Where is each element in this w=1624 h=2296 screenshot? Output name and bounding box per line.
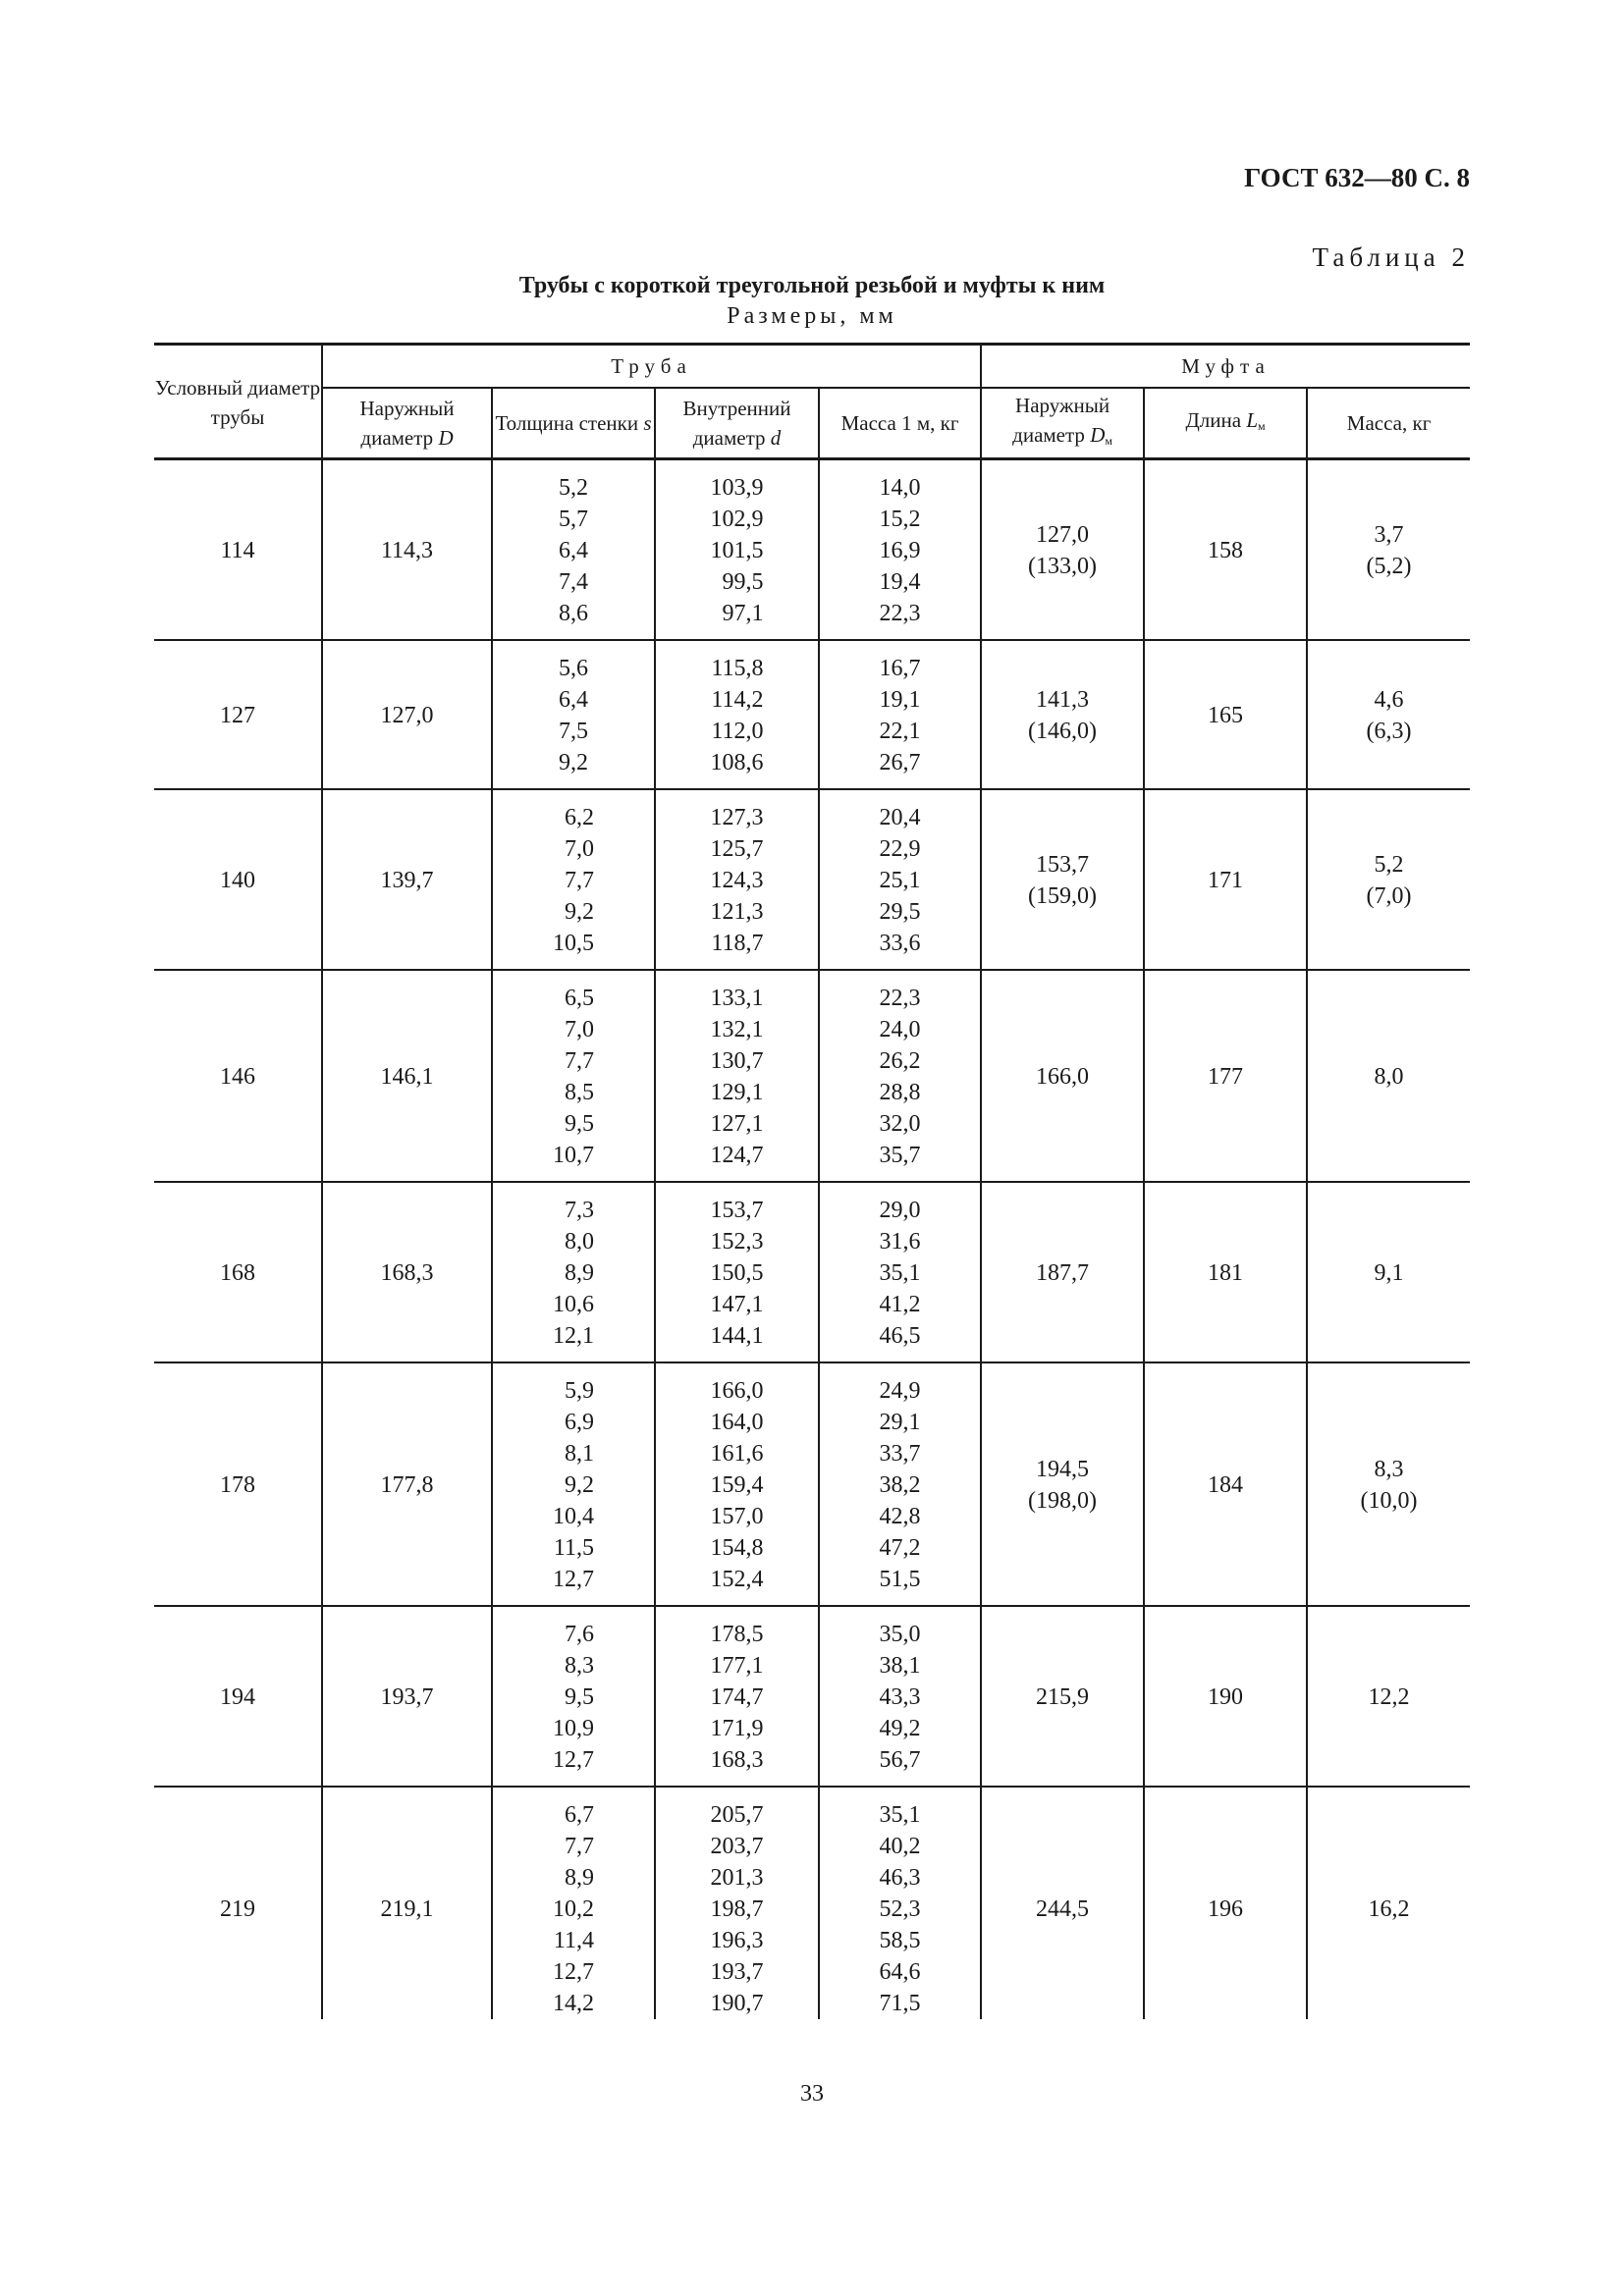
inner-diameter-cell-value: 133,1 — [710, 986, 764, 1011]
inner-diameter-cell-value: 154,8 — [710, 1535, 764, 1561]
coupling-mass-cell-value: 3,7 — [1374, 522, 1404, 548]
pipe-mass-cell-value: 46,3 — [879, 1865, 921, 1891]
wall-thickness-cell-value: 7,3 — [565, 1198, 594, 1223]
wall-thickness-cell-value: 7,7 — [565, 1048, 594, 1074]
pipe-mass-cell-value: 58,5 — [879, 1928, 921, 1953]
inner-diameter-cell-value: 125,7 — [710, 836, 764, 862]
coupling-outer-diameter-cell — [981, 1606, 1144, 1787]
inner-diameter-cell-value: 205,7 — [710, 1802, 764, 1828]
pipe-mass-cell-value: 14,0 — [879, 475, 921, 501]
coupling-mass-cell — [1307, 1362, 1470, 1606]
coupling-mass-cell-value: (7,0) — [1366, 883, 1412, 909]
coupling-outer-diameter-cell — [981, 789, 1144, 970]
wall-thickness-cell-value: 7,0 — [565, 1017, 594, 1042]
wall-thickness-cell — [492, 1787, 655, 2019]
coupling-length-cell: 158 — [1144, 459, 1307, 641]
pipe-mass-cell-value: 29,5 — [879, 899, 921, 925]
pipe-mass-cell-value: 46,5 — [879, 1323, 921, 1349]
inner-diameter-cell — [655, 459, 819, 641]
inner-diameter-cell-value: 118,7 — [711, 931, 764, 956]
wall-thickness-cell-value: 10,5 — [553, 931, 594, 956]
inner-diameter-cell-value: 130,7 — [710, 1048, 764, 1074]
coupling-length-cell: 177 — [1144, 970, 1307, 1182]
inner-diameter-cell — [655, 1182, 819, 1362]
wall-thickness-cell-value: 8,3 — [565, 1653, 594, 1679]
inner-diameter-cell-value: 150,5 — [710, 1260, 764, 1286]
pipe-mass-cell — [819, 640, 981, 789]
pipe-mass-cell-value: 24,0 — [879, 1017, 921, 1042]
inner-diameter-cell-value: 127,3 — [710, 805, 764, 830]
header-pipe-mass: Масса 1 м, кг — [819, 388, 981, 459]
inner-diameter-cell — [655, 1362, 819, 1606]
inner-diameter-cell-value: 177,1 — [710, 1653, 764, 1679]
coupling-mass-cell — [1307, 1606, 1470, 1787]
nominal-diameter-cell: 114 — [154, 459, 322, 641]
nominal-diameter-cell: 127 — [154, 640, 322, 789]
inner-diameter-cell-value: 174,7 — [710, 1684, 764, 1710]
header-pipe-inner-diameter: Внутренний диаметр d — [655, 388, 819, 459]
pipe-mass-cell-value: 35,0 — [879, 1622, 921, 1647]
wall-thickness-cell-value: 10,7 — [553, 1143, 594, 1168]
pipe-outer-diameter-cell: 114,3 — [322, 459, 492, 641]
inner-diameter-cell-value: 178,5 — [710, 1622, 764, 1647]
wall-thickness-cell-value: 7,7 — [565, 1834, 594, 1859]
wall-thickness-cell-value: 11,5 — [553, 1535, 594, 1561]
wall-thickness-cell-value: 10,9 — [553, 1716, 594, 1741]
dimensions-table — [154, 343, 1470, 2019]
inner-diameter-cell-value: 198,7 — [710, 1896, 764, 1922]
coupling-outer-diameter-cell-value: 127,0 — [1036, 522, 1090, 548]
wall-thickness-cell — [492, 1362, 655, 1606]
inner-diameter-cell-value: 166,0 — [710, 1378, 764, 1404]
inner-diameter-cell-value: 171,9 — [710, 1716, 764, 1741]
wall-thickness-cell — [492, 970, 655, 1182]
inner-diameter-cell-value: 121,3 — [710, 899, 764, 925]
inner-diameter-cell — [655, 640, 819, 789]
coupling-mass-cell — [1307, 1787, 1470, 2019]
inner-diameter-cell-value: 196,3 — [710, 1928, 764, 1953]
wall-thickness-cell-value: 9,5 — [565, 1111, 594, 1137]
table-row — [154, 789, 1470, 970]
coupling-mass-cell — [1307, 970, 1470, 1182]
coupling-mass-cell — [1307, 640, 1470, 789]
inner-diameter-cell-value: 112,0 — [711, 719, 764, 744]
wall-thickness-cell-value: 5,9 — [565, 1378, 594, 1404]
inner-diameter-cell-value: 115,8 — [711, 656, 764, 681]
coupling-outer-diameter-cell — [981, 459, 1144, 641]
wall-thickness-cell-value: 8,1 — [565, 1441, 594, 1467]
inner-diameter-cell-value: 190,7 — [710, 1991, 764, 2016]
page-number: 33 — [800, 2081, 824, 2107]
pipe-mass-cell — [819, 459, 981, 641]
wall-thickness-cell-value: 9,2 — [559, 750, 588, 775]
inner-diameter-cell-value: 168,3 — [710, 1747, 764, 1773]
coupling-mass-cell-value: 9,1 — [1374, 1260, 1404, 1286]
inner-diameter-cell-value: 103,9 — [710, 475, 764, 501]
coupling-mass-cell-value: 12,2 — [1368, 1684, 1410, 1710]
coupling-outer-diameter-cell-value: (159,0) — [1028, 883, 1098, 909]
coupling-mass-cell — [1307, 1182, 1470, 1362]
table-number: Таблица 2 — [1312, 242, 1470, 272]
inner-diameter-cell-value: 102,9 — [710, 507, 764, 532]
pipe-mass-cell-value: 40,2 — [879, 1834, 921, 1859]
pipe-mass-cell-value: 22,1 — [879, 719, 921, 744]
wall-thickness-cell — [492, 1606, 655, 1787]
pipe-mass-cell-value: 64,6 — [879, 1959, 921, 1985]
pipe-mass-cell-value: 52,3 — [879, 1896, 921, 1922]
wall-thickness-cell-value: 8,9 — [565, 1260, 594, 1286]
wall-thickness-cell-value: 7,0 — [565, 836, 594, 862]
pipe-mass-cell-value: 28,8 — [879, 1080, 921, 1105]
pipe-mass-cell-value: 49,2 — [879, 1716, 921, 1741]
coupling-outer-diameter-cell — [981, 970, 1144, 1182]
nominal-diameter-cell: 194 — [154, 1606, 322, 1787]
coupling-length-cell: 171 — [1144, 789, 1307, 970]
pipe-mass-cell-value: 35,1 — [879, 1260, 921, 1286]
coupling-outer-diameter-cell-value: 153,7 — [1036, 852, 1090, 878]
pipe-mass-cell-value: 32,0 — [879, 1111, 921, 1137]
inner-diameter-cell-value: 97,1 — [722, 601, 764, 626]
coupling-length-cell: 184 — [1144, 1362, 1307, 1606]
header-nominal-diameter: Условный диаметр трубы — [154, 345, 322, 459]
pipe-mass-cell-value: 43,3 — [879, 1684, 921, 1710]
inner-diameter-cell-value: 161,6 — [710, 1441, 764, 1467]
inner-diameter-cell-value: 193,7 — [710, 1959, 764, 1985]
header-coupling-outer-diameter: Наружный диаметр $D_м$ — [981, 388, 1144, 459]
document-header: ГОСТ 632—80 С. 8 — [1244, 163, 1470, 192]
inner-diameter-cell-value: 124,3 — [710, 868, 764, 893]
inner-diameter-cell-value: 101,5 — [710, 538, 764, 563]
wall-thickness-cell-value: 8,5 — [565, 1080, 594, 1105]
pipe-mass-cell — [819, 1606, 981, 1787]
wall-thickness-cell-value: 7,5 — [559, 719, 588, 744]
wall-thickness-cell-value: 12,7 — [553, 1959, 594, 1985]
inner-diameter-cell-value: 99,5 — [722, 569, 764, 595]
table-row — [154, 459, 1470, 641]
pipe-mass-cell-value: 16,7 — [879, 656, 921, 681]
coupling-outer-diameter-cell-value: 187,7 — [1036, 1260, 1090, 1286]
wall-thickness-cell-value: 10,6 — [553, 1292, 594, 1317]
coupling-outer-diameter-cell-value: (133,0) — [1028, 554, 1098, 579]
pipe-mass-cell — [819, 1182, 981, 1362]
wall-thickness-cell-value: 6,5 — [565, 986, 594, 1011]
wall-thickness-cell-value: 8,6 — [559, 601, 588, 626]
table-row — [154, 1606, 1470, 1787]
inner-diameter-cell-value: 159,4 — [710, 1472, 764, 1498]
wall-thickness-cell — [492, 789, 655, 970]
pipe-mass-cell-value: 51,5 — [879, 1567, 921, 1592]
header-pipe-outer-diameter: Наружный диаметр D — [322, 388, 492, 459]
wall-thickness-cell — [492, 1182, 655, 1362]
coupling-length-cell: 190 — [1144, 1606, 1307, 1787]
inner-diameter-cell-value: 201,3 — [710, 1865, 764, 1891]
pipe-mass-cell-value: 42,8 — [879, 1504, 921, 1529]
pipe-mass-cell — [819, 1362, 981, 1606]
coupling-outer-diameter-cell-value: (146,0) — [1028, 719, 1098, 744]
wall-thickness-cell-value: 9,2 — [565, 1472, 594, 1498]
wall-thickness-cell-value: 7,7 — [565, 868, 594, 893]
coupling-outer-diameter-cell-value: 166,0 — [1036, 1064, 1090, 1090]
wall-thickness-cell-value: 10,2 — [553, 1896, 594, 1922]
pipe-mass-cell-value: 33,7 — [879, 1441, 921, 1467]
header-coupling-length: Длина $L_м$ — [1144, 388, 1307, 459]
coupling-length-cell: 196 — [1144, 1787, 1307, 2019]
pipe-mass-cell-value: 22,3 — [879, 601, 921, 626]
coupling-mass-cell — [1307, 789, 1470, 970]
table-row — [154, 1787, 1470, 2019]
inner-diameter-cell-value: 132,1 — [710, 1017, 764, 1042]
pipe-mass-cell-value: 22,9 — [879, 836, 921, 862]
nominal-diameter-cell: 178 — [154, 1362, 322, 1606]
pipe-mass-cell-value: 26,2 — [879, 1048, 921, 1074]
wall-thickness-cell-value: 5,2 — [559, 475, 588, 501]
inner-diameter-cell-value: 203,7 — [710, 1834, 764, 1859]
wall-thickness-cell-value: 14,2 — [553, 1991, 594, 2016]
table-subtitle: Размеры, мм — [727, 303, 897, 329]
table-row — [154, 970, 1470, 1182]
coupling-outer-diameter-cell-value: 244,5 — [1036, 1896, 1090, 1922]
pipe-outer-diameter-cell: 177,8 — [322, 1362, 492, 1606]
coupling-outer-diameter-cell-value: 194,5 — [1036, 1457, 1090, 1482]
wall-thickness-cell-value: 12,7 — [553, 1567, 594, 1592]
pipe-mass-cell-value: 38,2 — [879, 1472, 921, 1498]
wall-thickness-cell-value: 5,6 — [559, 656, 588, 681]
coupling-mass-cell-value: (5,2) — [1366, 554, 1412, 579]
coupling-mass-cell-value: 8,0 — [1374, 1064, 1404, 1090]
coupling-mass-cell-value: (10,0) — [1360, 1488, 1418, 1514]
header-pipe-wall-thickness: Толщина стенки s — [492, 388, 655, 459]
header-coupling-mass: Масса, кг — [1307, 388, 1470, 459]
coupling-mass-cell-value: 8,3 — [1374, 1457, 1404, 1482]
pipe-mass-cell-value: 35,1 — [879, 1802, 921, 1828]
coupling-outer-diameter-cell — [981, 640, 1144, 789]
pipe-mass-cell-value: 20,4 — [879, 805, 921, 830]
coupling-mass-cell-value: 5,2 — [1374, 852, 1404, 878]
pipe-outer-diameter-cell: 193,7 — [322, 1606, 492, 1787]
pipe-mass-cell-value: 71,5 — [879, 1991, 921, 2016]
inner-diameter-cell-value: 157,0 — [710, 1504, 764, 1529]
nominal-diameter-cell: 146 — [154, 970, 322, 1182]
inner-diameter-cell — [655, 789, 819, 970]
inner-diameter-cell-value: 152,4 — [710, 1567, 764, 1592]
pipe-mass-cell-value: 35,7 — [879, 1143, 921, 1168]
inner-diameter-cell-value: 129,1 — [710, 1080, 764, 1105]
inner-diameter-cell — [655, 970, 819, 1182]
inner-diameter-cell — [655, 1606, 819, 1787]
pipe-outer-diameter-cell: 146,1 — [322, 970, 492, 1182]
wall-thickness-cell-value: 11,4 — [553, 1928, 594, 1953]
wall-thickness-cell-value: 6,2 — [565, 805, 594, 830]
wall-thickness-cell-value: 8,9 — [565, 1865, 594, 1891]
inner-diameter-cell-value: 153,7 — [710, 1198, 764, 1223]
pipe-mass-cell-value: 24,9 — [879, 1378, 921, 1404]
nominal-diameter-cell: 219 — [154, 1787, 322, 2019]
pipe-mass-cell — [819, 789, 981, 970]
coupling-outer-diameter-cell — [981, 1787, 1144, 2019]
pipe-mass-cell-value: 22,3 — [879, 986, 921, 1011]
coupling-outer-diameter-cell-value: (198,0) — [1028, 1488, 1098, 1514]
wall-thickness-cell-value: 7,4 — [559, 569, 588, 595]
table-row — [154, 1182, 1470, 1362]
wall-thickness-cell-value: 12,1 — [553, 1323, 594, 1349]
inner-diameter-cell-value: 164,0 — [710, 1410, 764, 1435]
inner-diameter-cell-value: 127,1 — [710, 1111, 764, 1137]
pipe-outer-diameter-cell: 219,1 — [322, 1787, 492, 2019]
header-coupling-group: Муфта — [981, 345, 1470, 389]
inner-diameter-cell-value: 124,7 — [710, 1143, 764, 1168]
pipe-mass-cell-value: 56,7 — [879, 1747, 921, 1773]
coupling-outer-diameter-cell — [981, 1362, 1144, 1606]
pipe-mass-cell-value: 26,7 — [879, 750, 921, 775]
pipe-mass-cell — [819, 1787, 981, 2019]
pipe-mass-cell — [819, 970, 981, 1182]
wall-thickness-cell-value: 6,4 — [559, 687, 588, 713]
pipe-mass-cell-value: 29,0 — [879, 1198, 921, 1223]
coupling-mass-cell — [1307, 459, 1470, 641]
inner-diameter-cell-value: 147,1 — [710, 1292, 764, 1317]
inner-diameter-cell — [655, 1787, 819, 2019]
coupling-length-cell: 165 — [1144, 640, 1307, 789]
table-title: Трубы с короткой треугольной резьбой и муфты к ним — [518, 273, 1106, 298]
coupling-mass-cell-value: (6,3) — [1366, 719, 1412, 744]
nominal-diameter-cell: 168 — [154, 1182, 322, 1362]
pipe-outer-diameter-cell: 168,3 — [322, 1182, 492, 1362]
wall-thickness-cell-value: 5,7 — [559, 507, 588, 532]
pipe-mass-cell-value: 15,2 — [879, 507, 921, 532]
table-row — [154, 1362, 1470, 1606]
inner-diameter-cell-value: 152,3 — [710, 1229, 764, 1255]
coupling-outer-diameter-cell-value: 215,9 — [1036, 1684, 1090, 1710]
pipe-mass-cell-value: 19,1 — [879, 687, 921, 713]
coupling-length-cell: 181 — [1144, 1182, 1307, 1362]
wall-thickness-cell-value: 6,4 — [559, 538, 588, 563]
pipe-mass-cell-value: 29,1 — [879, 1410, 921, 1435]
wall-thickness-cell-value: 9,5 — [565, 1684, 594, 1710]
inner-diameter-cell-value: 108,6 — [710, 750, 764, 775]
header-pipe-group: Труба — [322, 345, 981, 389]
pipe-mass-cell-value: 41,2 — [879, 1292, 921, 1317]
inner-diameter-cell-value: 114,2 — [711, 687, 764, 713]
inner-diameter-cell-value: 144,1 — [710, 1323, 764, 1349]
nominal-diameter-cell: 140 — [154, 789, 322, 970]
pipe-mass-cell-value: 31,6 — [879, 1229, 921, 1255]
wall-thickness-cell-value: 8,0 — [565, 1229, 594, 1255]
wall-thickness-cell — [492, 640, 655, 789]
pipe-mass-cell-value: 38,1 — [879, 1653, 921, 1679]
pipe-mass-cell-value: 25,1 — [879, 868, 921, 893]
pipe-outer-diameter-cell: 127,0 — [322, 640, 492, 789]
coupling-mass-cell-value: 16,2 — [1368, 1896, 1410, 1922]
wall-thickness-cell-value: 9,2 — [565, 899, 594, 925]
wall-thickness-cell-value: 6,7 — [565, 1802, 594, 1828]
wall-thickness-cell-value: 12,7 — [553, 1747, 594, 1773]
coupling-outer-diameter-cell — [981, 1182, 1144, 1362]
pipe-mass-cell-value: 47,2 — [879, 1535, 921, 1561]
table-row — [154, 640, 1470, 789]
wall-thickness-cell-value: 6,9 — [565, 1410, 594, 1435]
wall-thickness-cell-value: 7,6 — [565, 1622, 594, 1647]
wall-thickness-cell-value: 10,4 — [553, 1504, 594, 1529]
pipe-mass-cell-value: 19,4 — [879, 569, 921, 595]
coupling-mass-cell-value: 4,6 — [1374, 687, 1404, 713]
coupling-outer-diameter-cell-value: 141,3 — [1036, 687, 1090, 713]
pipe-mass-cell-value: 16,9 — [879, 538, 921, 563]
pipe-outer-diameter-cell: 139,7 — [322, 789, 492, 970]
wall-thickness-cell — [492, 459, 655, 641]
pipe-mass-cell-value: 33,6 — [879, 931, 921, 956]
